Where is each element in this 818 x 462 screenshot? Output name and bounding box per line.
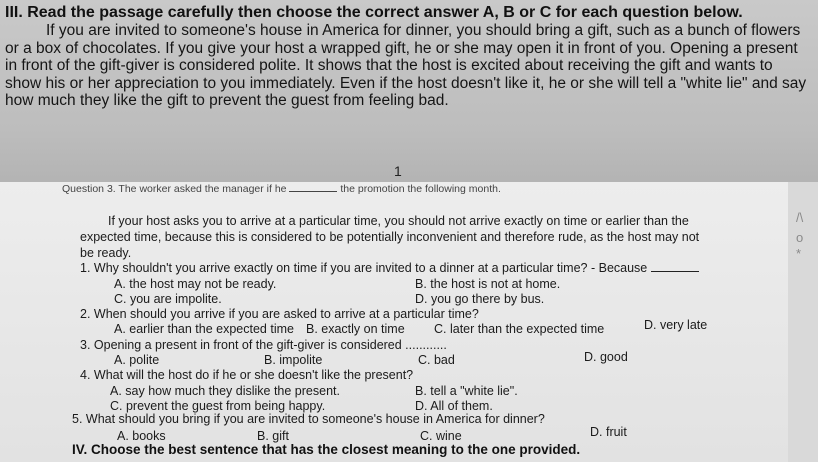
q3-option-d: D. good	[584, 350, 628, 364]
q4-option-c: C. prevent the guest from being happy.	[110, 399, 326, 413]
question-1-stem	[80, 261, 699, 275]
q4-option-a: A. say how much they dislike the present.	[110, 384, 340, 398]
page-number: 1	[394, 163, 402, 179]
question-text: 1. Why shouldn't you arrive exactly on time if you are invited to a dinner at a particular time? - Because	[80, 261, 648, 275]
q2-option-b: B. exactly on time	[306, 322, 405, 336]
previous-question	[62, 183, 501, 195]
q3-option-b: B. impolite	[264, 353, 323, 367]
reading-passage: If you are invited to someone's house in America for dinner, you should bring a gift, such as a bunch of flowers or a box of chocolates. If you give your host a wrapped gift, he or she may open it in front of you. Opening a present in front of the gift-giver is considered polite. It shows that the host is excited about receiving the gift and wants to show his or her appreciation to you immediately. Even if the host doesn't like it, he or she will tell a "white lie" and say how much they like the gift to prevent the guest from feeling bad.	[5, 22, 807, 110]
passage2-line-2: expected time, because this is considered to be potentially inconvenient and therefore rude, as the host may not	[80, 230, 700, 244]
upper-page	[0, 0, 818, 185]
margin-mark: o	[796, 230, 804, 245]
q1-option-d: D. you go there by bus.	[415, 292, 545, 306]
q5-option-d: D. fruit	[590, 425, 627, 439]
answer-blank	[289, 191, 337, 192]
q2-option-d: D. very late	[644, 318, 708, 332]
question-4-stem: 4. What will the host do if he or she doesn't like the present?	[80, 368, 414, 382]
q2-option-c: C. later than the expected time	[434, 322, 605, 336]
q4-option-d: D. All of them.	[415, 399, 493, 413]
margin-mark: /\	[796, 210, 804, 225]
q3-option-c: C. bad	[418, 353, 455, 367]
question-2-stem: 2. When should you arrive if you are asked to arrive at a particular time?	[80, 307, 479, 321]
passage2-line-3: be ready.	[80, 246, 132, 260]
prev-question-after: the promotion the following month.	[340, 183, 501, 195]
q2-option-a: A. earlier than the expected time	[114, 322, 294, 336]
q1-option-c: C. you are impolite.	[114, 292, 222, 306]
q3-option-a: A. polite	[114, 353, 160, 367]
q1-option-b: B. the host is not at home.	[415, 277, 561, 291]
margin-mark: *	[796, 246, 802, 261]
q4-option-b: B. tell a "white lie".	[415, 384, 518, 398]
passage2-line-1: If your host asks you to arrive at a particular time, you should not arrive exactly on time or earlier than the	[108, 214, 689, 228]
q5-option-c: C. wine	[420, 429, 462, 443]
question-3-stem: 3. Opening a present in front of the gift-giver is considered ............	[80, 338, 447, 352]
q5-option-a: A. books	[117, 429, 166, 443]
q1-option-a: A. the host may not be ready.	[114, 277, 277, 291]
section-4-title: IV. Choose the best sentence that has the closest meaning to the one provided.	[72, 442, 581, 457]
q5-option-b: B. gift	[257, 429, 289, 443]
prev-question-before: Question 3. The worker asked the manager if he	[62, 183, 287, 195]
question-5-stem: 5. What should you bring if you are invited to someone's house in America for dinner?	[72, 412, 545, 426]
answer-blank	[651, 271, 699, 272]
margin-strip	[788, 182, 818, 462]
section-3-title: III. Read the passage carefully then choose the correct answer A, B or C for each question below.	[5, 4, 743, 21]
